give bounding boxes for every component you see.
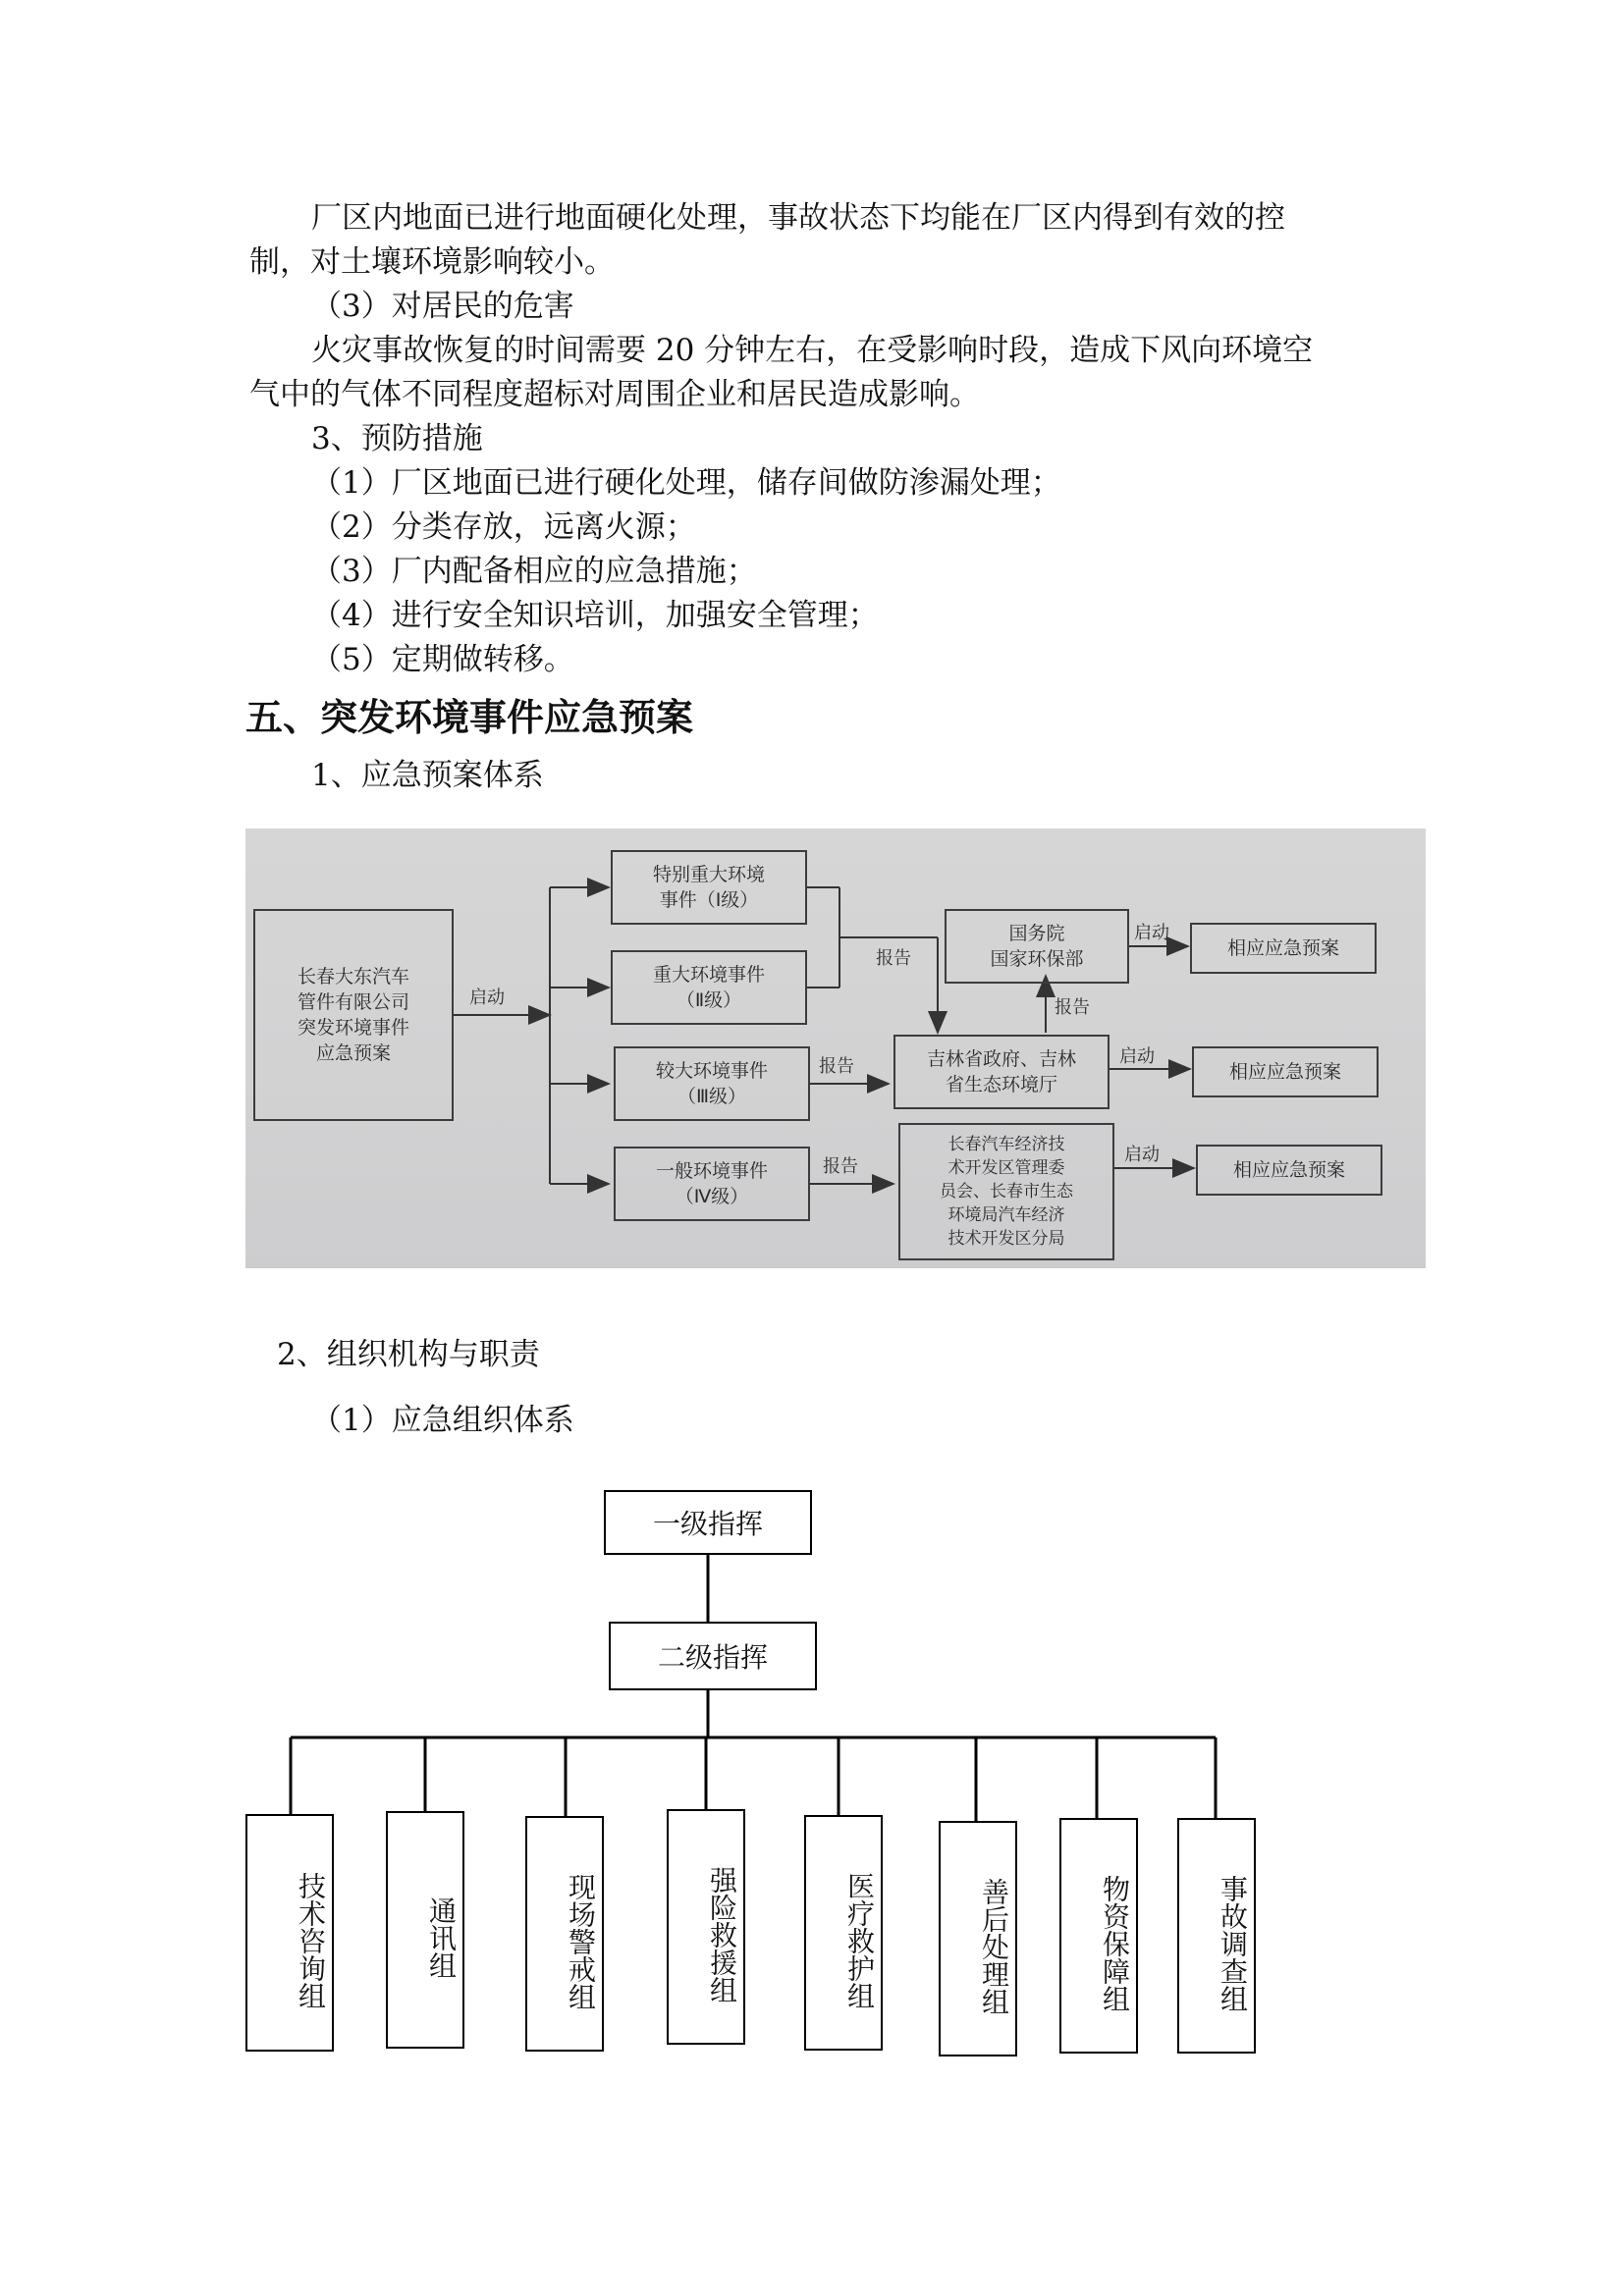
first-level-command-box: 一级指挥 xyxy=(604,1490,812,1555)
source-line: 突发环境事件 xyxy=(297,1017,409,1039)
group-box-medical: 医疗救护组 xyxy=(804,1815,883,2051)
source-plan-box xyxy=(253,909,454,1121)
subsection-heading: 1、应急预案体系 xyxy=(311,758,544,793)
source-line: 应急预案 xyxy=(315,1042,391,1064)
report-label: 报告 xyxy=(823,1156,858,1177)
response-plan-box: 相应应急预案 xyxy=(1192,1046,1379,1097)
group-box-supplies: 物资保障组 xyxy=(1059,1818,1138,2054)
level-3-box: 较大环境事件 （Ⅲ级） xyxy=(614,1046,810,1121)
list-item: （3）厂内配备相应的应急措施； xyxy=(311,554,757,589)
start-label: 启动 xyxy=(1134,923,1169,943)
paragraph-line: 火灾事故恢复的时间需要 20 分钟左右，在受影响时段，造成下风向环境空 xyxy=(311,333,1314,368)
level-2-box: 重大环境事件 （Ⅱ级） xyxy=(611,950,807,1025)
paragraph-line: 气中的气体不同程度超标对周围企业和居民造成影响。 xyxy=(249,377,980,412)
list-item: （5）定期做转移。 xyxy=(311,642,574,677)
list-item: （2）分类存放，远离火源； xyxy=(311,509,696,545)
level-4-box: 一般环境事件 （Ⅳ级） xyxy=(614,1147,810,1221)
paragraph-line: 制，对土壤环境影响较小。 xyxy=(249,244,615,280)
start-label: 启动 xyxy=(1124,1145,1160,1165)
paragraph-line: （3）对居民的危害 xyxy=(311,289,574,324)
group-box-investigation: 事故调查组 xyxy=(1177,1818,1256,2054)
source-line: 长春大东汽车 xyxy=(297,966,409,988)
group-box-aftermath: 善后处理组 xyxy=(939,1821,1017,2056)
group-box-communication: 通讯组 xyxy=(386,1811,464,2049)
group-box-technical: 技术咨询组 xyxy=(245,1814,334,2052)
source-line: 管件有限公司 xyxy=(297,991,409,1013)
report-label: 报告 xyxy=(819,1056,854,1077)
level-1-box: 特别重大环境 事件（Ⅰ级） xyxy=(611,850,807,925)
response-plan-box: 相应应急预案 xyxy=(1196,1145,1382,1196)
section-title: 五、突发环境事件应急预案 xyxy=(245,696,694,739)
local-authority-box: 长春汽车经济技 术开发区管理委 员会、长春市生态 环境局汽车经济 技术开发区分局 xyxy=(898,1123,1114,1260)
province-gov-box: 吉林省政府、吉林 省生态环境厅 xyxy=(893,1035,1110,1109)
subsection-heading: （1）应急组织体系 xyxy=(311,1403,574,1438)
paragraph-line: 厂区内地面已进行地面硬化处理，事故状态下均能在厂区内得到有效的控 xyxy=(311,200,1285,236)
start-label: 启动 xyxy=(1119,1046,1155,1067)
list-item: （4）进行安全知识培训，加强安全管理； xyxy=(311,598,879,633)
response-plan-box: 相应应急预案 xyxy=(1190,923,1377,974)
state-council-box: 国务院 国家环保部 xyxy=(945,909,1129,984)
group-box-rescue: 强险救援组 xyxy=(667,1809,745,2045)
report-label: 报告 xyxy=(876,948,911,969)
subsection-heading: 2、组织机构与职责 xyxy=(277,1337,540,1372)
paragraph-line: 3、预防措施 xyxy=(311,421,483,456)
group-box-site-security: 现场警戒组 xyxy=(525,1816,604,2052)
report-label: 报告 xyxy=(1055,997,1090,1018)
second-level-command-box: 二级指挥 xyxy=(609,1622,817,1690)
list-item: （1）厂区地面已进行硬化处理，储存间做防渗漏处理； xyxy=(311,465,1061,501)
start-label: 启动 xyxy=(469,988,505,1008)
emergency-plan-flowchart xyxy=(245,828,1426,1268)
